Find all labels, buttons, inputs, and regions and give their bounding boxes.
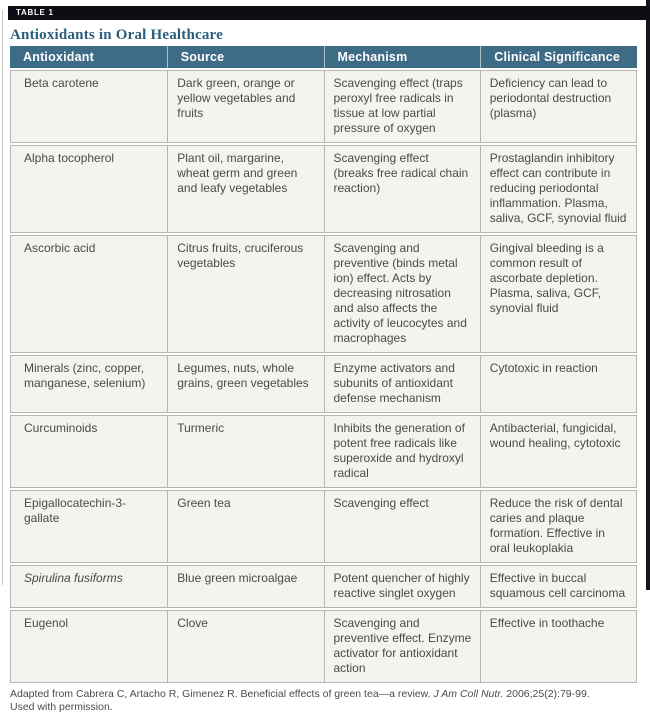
header-clinical-significance: Clinical Significance <box>480 46 637 68</box>
cell-clinical: Effective in buccal squamous cell carcinoma <box>480 566 636 607</box>
table-row-epigallocatechin <box>10 490 637 563</box>
cell-source: Dark green, orange or yellow vegetables and fruits <box>167 71 323 142</box>
table-header-row <box>10 46 637 68</box>
cell-mechanism: Scavenging and preventive effect. Enzyme activator for antioxidant action <box>324 611 480 682</box>
table-row-eugenol <box>10 610 637 683</box>
cell-source: Clove <box>167 611 323 682</box>
cell-clinical: Antibacterial, fungicidal, wound healing, cytotoxic <box>480 416 636 487</box>
table-number-bar <box>8 6 650 20</box>
table-content <box>10 26 637 714</box>
table-number-label: TABLE 1 <box>16 8 54 17</box>
cell-mechanism: Scavenging effect (traps peroxyl free radicals in tissue at low partial pressure of oxygen <box>324 71 480 142</box>
cell-clinical: Reduce the risk of dental caries and plaque formation. Effective in oral leukoplakia <box>480 491 636 562</box>
cell-source: Green tea <box>167 491 323 562</box>
table-row-curcuminoids <box>10 415 637 488</box>
cell-mechanism: Potent quencher of highly reactive singlet oxygen <box>324 566 480 607</box>
cell-antioxidant: Beta carotene <box>24 76 99 90</box>
cell-mechanism: Inhibits the generation of potent free radicals like superoxide and hydroxyl radical <box>324 416 480 487</box>
cell-mechanism: Enzyme activators and subunits of antioxidant defense mechanism <box>324 356 480 412</box>
header-source: Source <box>167 46 324 68</box>
cell-antioxidant: Spirulina fusiforms <box>24 571 123 585</box>
citation-pages: 2006;25(2):79-99. <box>503 688 590 700</box>
cell-source: Plant oil, margarine, wheat germ and green and leafy vegetables <box>167 146 323 232</box>
cell-clinical: Prostaglandin inhibitory effect can contribute in reducing periodontal inflammation. Plasma, saliva, GCF, synovial fluid <box>480 146 636 232</box>
cell-clinical: Gingival bleeding is a common result of ascorbate depletion. Plasma, saliva, GCF, synovial fluid <box>480 236 636 352</box>
header-mechanism: Mechanism <box>324 46 481 68</box>
table-row-alpha-tocopherol <box>10 145 637 233</box>
cell-source: Turmeric <box>167 416 323 487</box>
table-row-spirulina <box>10 565 637 608</box>
table-row-beta-carotene <box>10 70 637 143</box>
cell-clinical: Effective in toothache <box>480 611 636 682</box>
cell-antioxidant: Ascorbic acid <box>24 241 96 255</box>
cell-mechanism: Scavenging effect (breaks free radical chain reaction) <box>324 146 480 232</box>
cell-clinical: Deficiency can lead to periodontal destruction (plasma) <box>480 71 636 142</box>
header-antioxidant: Antioxidant <box>23 50 94 64</box>
citation <box>10 688 637 701</box>
cell-antioxidant: Alpha tocopherol <box>24 151 115 165</box>
cell-mechanism: Scavenging effect <box>324 491 480 562</box>
cell-source: Blue green microalgae <box>167 566 323 607</box>
citation-journal: J Am Coll Nutr. <box>433 688 504 700</box>
cell-antioxidant: Epigallocatechin-3-gallate <box>24 496 127 525</box>
table-row-ascorbic-acid <box>10 235 637 353</box>
cell-antioxidant: Curcuminoids <box>24 421 98 435</box>
table-row-minerals <box>10 355 637 413</box>
permission-note: Used with permission. <box>10 701 113 713</box>
citation-text: Adapted from Cabrera C, Artacho R, Gimenez R. Beneficial effects of green tea—a review. <box>10 688 434 700</box>
cell-source: Legumes, nuts, whole grains, green vegetables <box>167 356 323 412</box>
cell-source: Citrus fruits, cruciferous vegetables <box>167 236 323 352</box>
page-edge-right <box>646 0 650 590</box>
antioxidants-table <box>10 46 637 683</box>
table-footer <box>10 688 637 714</box>
cell-antioxidant: Minerals (zinc, copper, manganese, selenium) <box>24 361 146 390</box>
page-edge-left <box>2 10 3 585</box>
table-title: Antioxidants in Oral Healthcare <box>10 27 224 43</box>
cell-mechanism: Scavenging and preventive (binds metal ion) effect. Acts by decreasing nitrosation and also affects the activity of leucocytes and macrophages <box>324 236 480 352</box>
cell-antioxidant: Eugenol <box>24 616 69 630</box>
cell-clinical: Cytotoxic in reaction <box>480 356 636 412</box>
